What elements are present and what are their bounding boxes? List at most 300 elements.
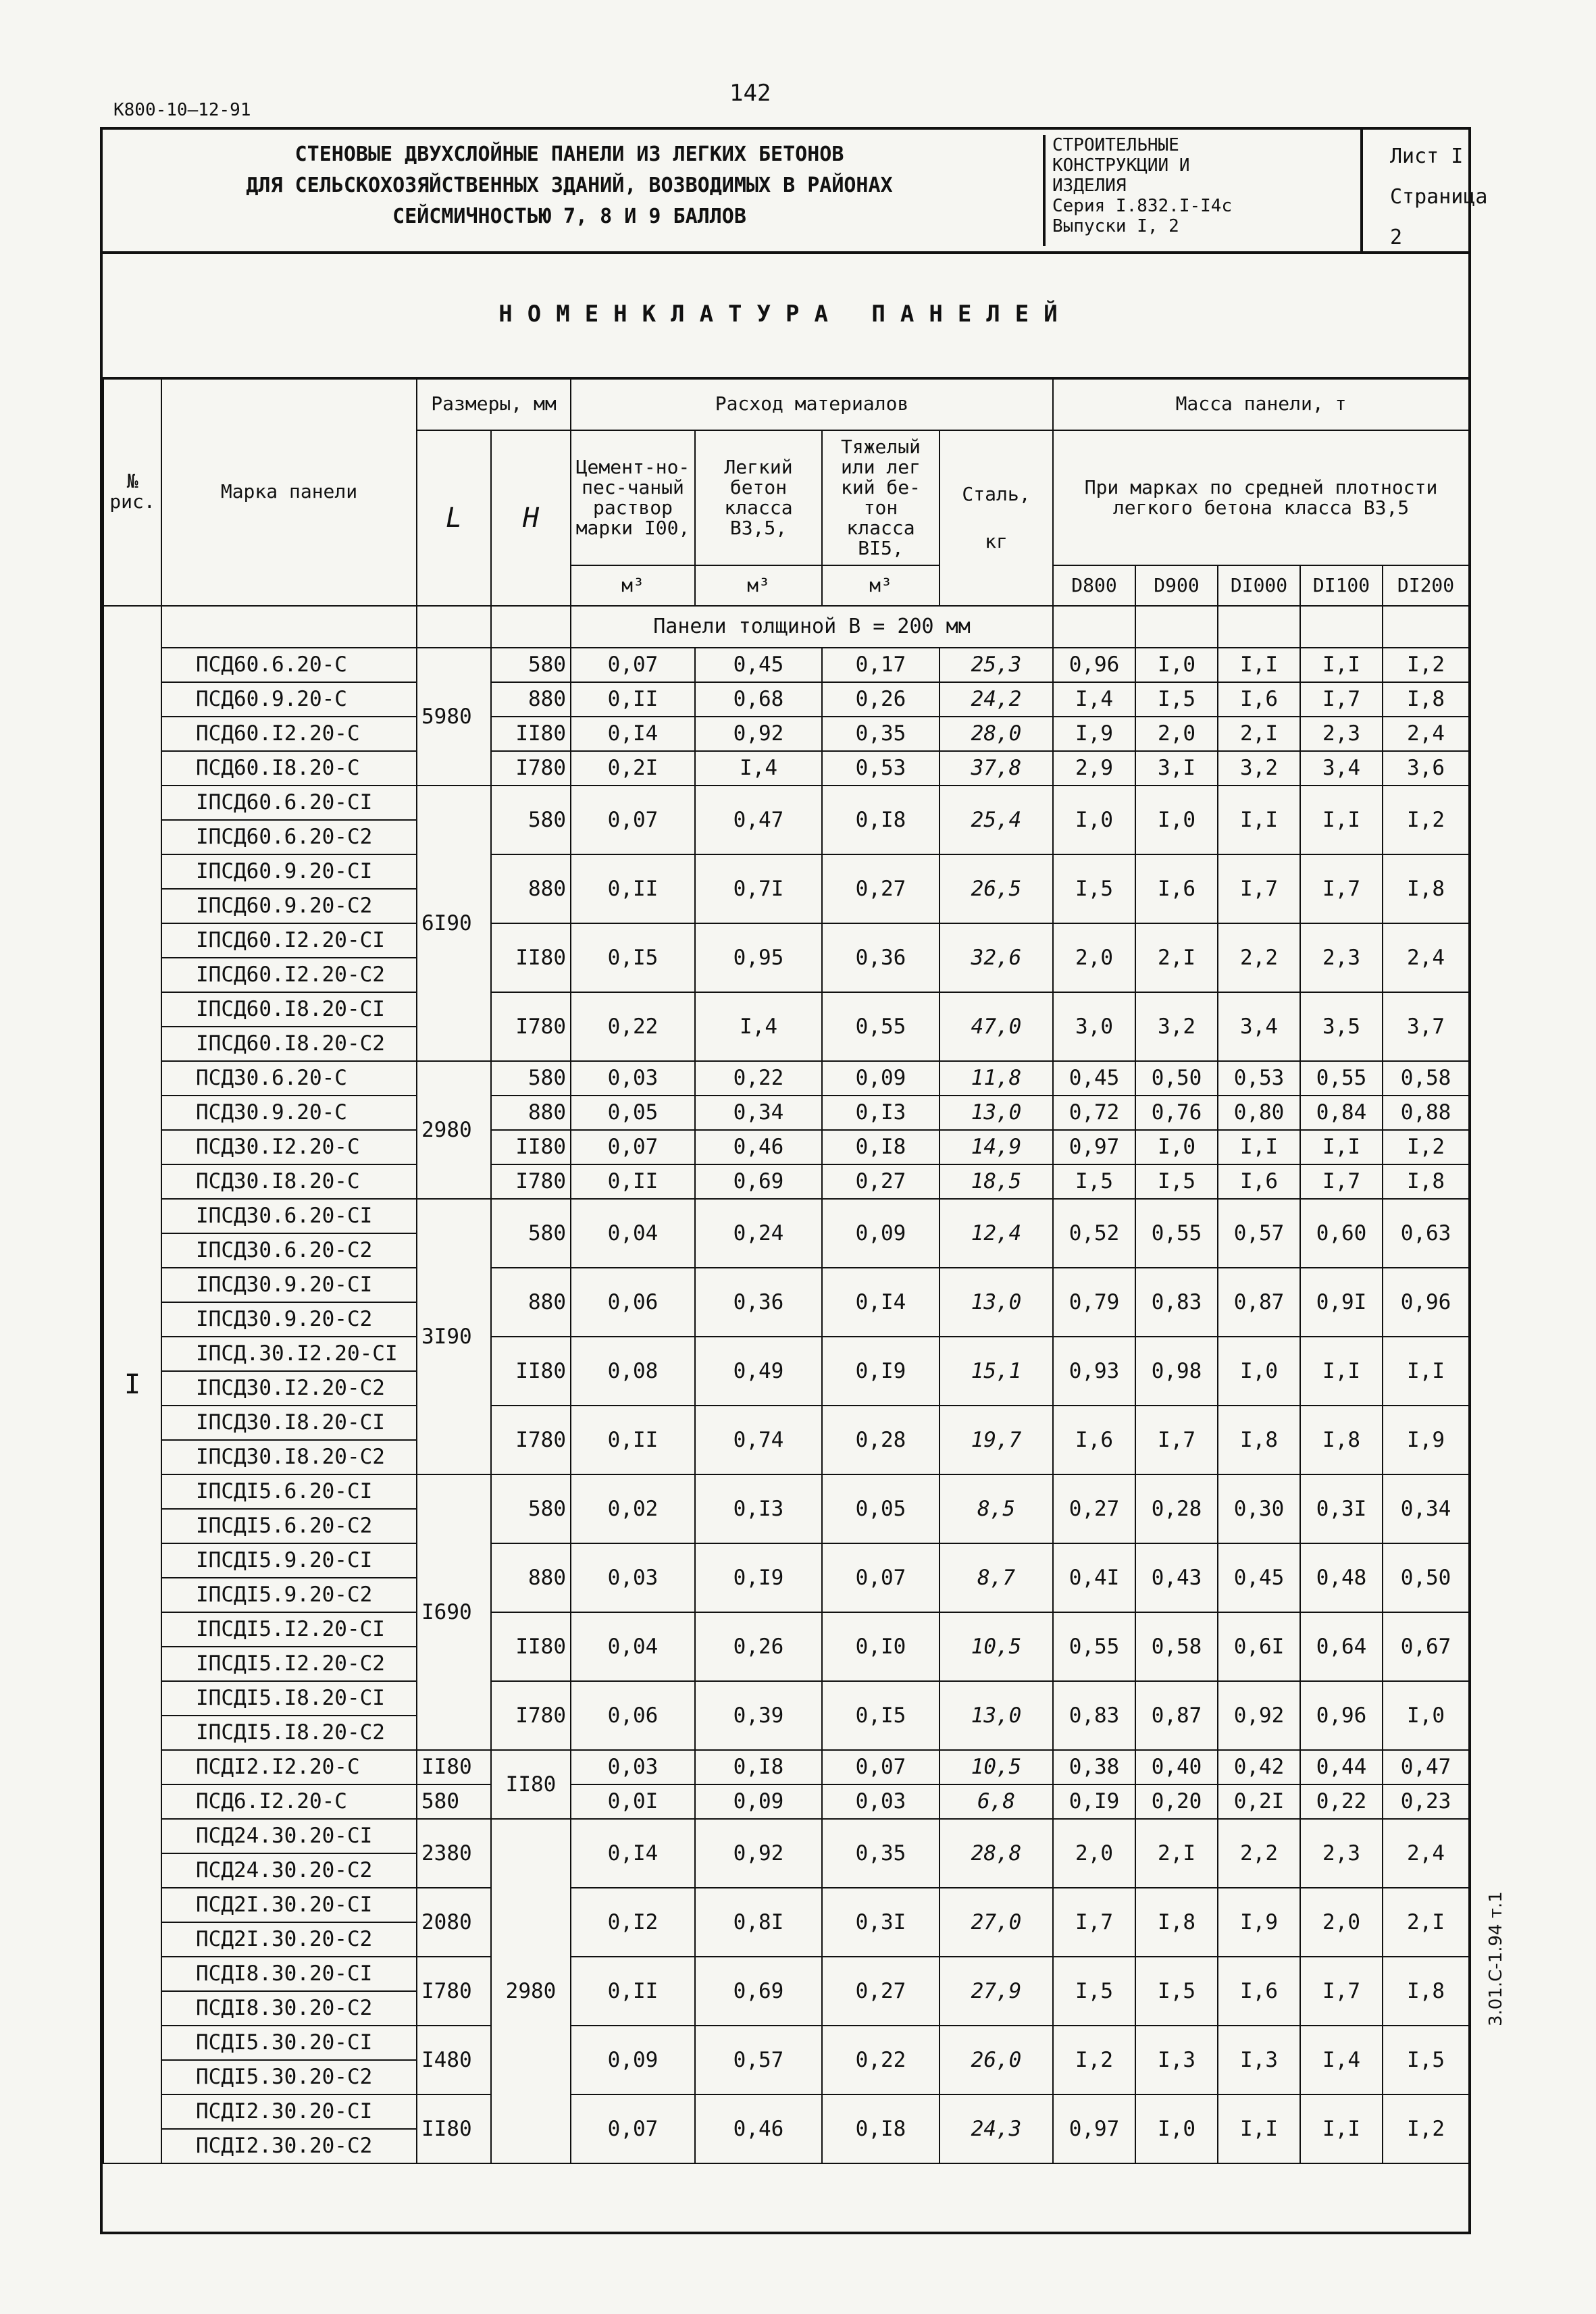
heavy-concrete-volume: 0,55 xyxy=(822,992,939,1061)
empty-cell xyxy=(1300,606,1383,648)
mortar-volume: 0,07 xyxy=(571,786,695,854)
panel-mark: ПСДI8.30.20-СI xyxy=(161,1957,417,1991)
panel-mass: 0,53 xyxy=(1218,1061,1300,1096)
light-concrete-volume: I,4 xyxy=(695,751,822,786)
heavy-concrete-volume: 0,26 xyxy=(822,682,939,717)
heavy-concrete-volume: 0,I5 xyxy=(822,1681,939,1750)
panel-mark: IПСДI5.9.20-С2 xyxy=(161,1578,417,1612)
panel-mass: I,I xyxy=(1300,2094,1383,2163)
panel-mass: I,7 xyxy=(1218,854,1300,923)
panel-mass: 0,57 xyxy=(1218,1199,1300,1268)
mortar-volume: 0,I4 xyxy=(571,717,695,751)
header-mass: Масса панели, т xyxy=(1053,378,1469,430)
length-value: 3I90 xyxy=(417,1199,491,1474)
length-value: I780 xyxy=(417,1957,491,2026)
panel-mass: 2,2 xyxy=(1218,1819,1300,1888)
mortar-volume: 0,03 xyxy=(571,1750,695,1784)
panel-mass: 0,93 xyxy=(1053,1337,1135,1406)
empty-cell xyxy=(417,606,491,648)
panel-mark: IПСДI5.I2.20-СI xyxy=(161,1612,417,1647)
light-concrete-volume: 0,8I xyxy=(695,1888,822,1957)
heavy-concrete-volume: 0,3I xyxy=(822,1888,939,1957)
mortar-volume: 0,II xyxy=(571,682,695,717)
panel-mass: I,5 xyxy=(1135,1164,1218,1199)
heavy-concrete-volume: 0,09 xyxy=(822,1199,939,1268)
panel-mass: I,8 xyxy=(1383,1957,1469,2026)
panel-mass: I,7 xyxy=(1300,1957,1383,2026)
title-block xyxy=(103,130,1488,254)
panel-mark: ПСД30.9.20-С xyxy=(161,1096,417,1130)
sheet-number: Лист I xyxy=(1390,145,1464,168)
panel-mass: I,0 xyxy=(1218,1337,1300,1406)
header-steel xyxy=(939,430,1053,606)
panel-mass: 0,55 xyxy=(1053,1612,1135,1681)
panel-mass: I,I xyxy=(1300,1130,1383,1164)
mortar-volume: 0,II xyxy=(571,1957,695,2026)
panel-mass: 0,30 xyxy=(1218,1474,1300,1543)
panel-mark: IПСД30.9.20-СI xyxy=(161,1268,417,1302)
light-concrete-volume: 0,46 xyxy=(695,1130,822,1164)
steel-mass: 13,0 xyxy=(939,1681,1053,1750)
panel-mass: 0,3I xyxy=(1300,1474,1383,1543)
panel-mass: 3,4 xyxy=(1218,992,1300,1061)
panel-mark: IПСД60.9.20-С2 xyxy=(161,889,417,923)
steel-mass: 14,9 xyxy=(939,1130,1053,1164)
page-number: 142 xyxy=(729,80,771,107)
series-line: ИЗДЕЛИЯ xyxy=(1052,176,1127,196)
table-row xyxy=(103,2094,1469,2129)
light-concrete-volume: 0,I8 xyxy=(695,1750,822,1784)
panel-mass: I,I xyxy=(1383,1337,1469,1406)
panel-mark: IПСД60.I2.20-СI xyxy=(161,923,417,958)
panel-mass: 0,50 xyxy=(1383,1543,1469,1612)
panel-mass: 0,96 xyxy=(1300,1681,1383,1750)
heavy-concrete-volume: 0,35 xyxy=(822,1819,939,1888)
document-title xyxy=(103,139,1036,232)
panel-mass: 0,27 xyxy=(1053,1474,1135,1543)
height-value: 880 xyxy=(491,1268,571,1337)
heavy-concrete-volume: 0,09 xyxy=(822,1061,939,1096)
panel-mass: 3,6 xyxy=(1383,751,1469,786)
steel-mass: 27,0 xyxy=(939,1888,1053,1957)
length-value: II80 xyxy=(417,1750,491,1784)
light-concrete-volume: 0,09 xyxy=(695,1784,822,1819)
panel-mass: I,9 xyxy=(1053,717,1135,751)
height-value: II80 xyxy=(491,1750,571,1819)
light-concrete-volume: 0,74 xyxy=(695,1406,822,1474)
steel-mass: 15,1 xyxy=(939,1337,1053,1406)
panel-mark: ПСД60.I8.20-С xyxy=(161,751,417,786)
panel-mass: I,I xyxy=(1300,1337,1383,1406)
panel-mass: 0,55 xyxy=(1135,1199,1218,1268)
light-concrete-volume: 0,26 xyxy=(695,1612,822,1681)
heavy-concrete-volume: 0,53 xyxy=(822,751,939,786)
steel-mass: 12,4 xyxy=(939,1199,1053,1268)
heavy-concrete-volume: 0,I8 xyxy=(822,786,939,854)
header-unit-m3: м³ xyxy=(695,565,822,606)
panel-mass: 3,2 xyxy=(1135,992,1218,1061)
panel-mass: I,5 xyxy=(1053,1957,1135,2026)
side-code: 3.01.С-1.94 т.1 xyxy=(1486,1891,1506,2026)
panel-mass: 0,4I xyxy=(1053,1543,1135,1612)
light-concrete-volume: 0,49 xyxy=(695,1337,822,1406)
series-line: Серия I.832.I-I4с xyxy=(1052,196,1233,216)
panel-mass: 0,84 xyxy=(1300,1096,1383,1130)
table-header xyxy=(103,378,1469,606)
mortar-volume: 0,07 xyxy=(571,648,695,682)
panel-mass: 0,96 xyxy=(1053,648,1135,682)
height-value: II80 xyxy=(491,1612,571,1681)
table-row xyxy=(103,717,1469,751)
panel-mass: 2,I xyxy=(1383,1888,1469,1957)
steel-mass: 25,4 xyxy=(939,786,1053,854)
height-value: 580 xyxy=(491,1474,571,1543)
table-row xyxy=(103,2026,1469,2060)
table-row xyxy=(103,751,1469,786)
heavy-concrete-volume: 0,36 xyxy=(822,923,939,992)
page-label: Страница 2 xyxy=(1390,185,1488,249)
height-value: II80 xyxy=(491,717,571,751)
thickness-row xyxy=(103,606,1469,648)
panel-mass: 2,3 xyxy=(1300,717,1383,751)
mortar-volume: 0,06 xyxy=(571,1268,695,1337)
steel-mass: 32,6 xyxy=(939,923,1053,992)
series-line: КОНСТРУКЦИИ И xyxy=(1052,155,1190,176)
mortar-volume: 0,09 xyxy=(571,2026,695,2094)
panel-mark: ПСДI5.30.20-С2 xyxy=(161,2060,417,2094)
panel-mass: I,5 xyxy=(1135,682,1218,717)
panel-mass: I,2 xyxy=(1383,1130,1469,1164)
panel-mark: IПСД30.I8.20-СI xyxy=(161,1406,417,1440)
heavy-concrete-volume: 0,27 xyxy=(822,1164,939,1199)
panel-mass: 2,4 xyxy=(1383,1819,1469,1888)
panel-mark: ПСД30.6.20-С xyxy=(161,1061,417,1096)
height-value: 580 xyxy=(491,786,571,854)
panel-mass: I,8 xyxy=(1383,1164,1469,1199)
table-row xyxy=(103,1337,1469,1371)
panel-mass: 0,50 xyxy=(1135,1061,1218,1096)
length-value: 6I90 xyxy=(417,786,491,1061)
panel-mark: ПСД60.I2.20-С xyxy=(161,717,417,751)
panel-mass: I,0 xyxy=(1135,2094,1218,2163)
document-code: К800-10—12-91 xyxy=(113,100,251,120)
panel-mass: 0,20 xyxy=(1135,1784,1218,1819)
heavy-concrete-volume: 0,07 xyxy=(822,1750,939,1784)
heavy-concrete-volume: 0,22 xyxy=(822,2026,939,2094)
table-row xyxy=(103,1957,1469,1991)
mortar-volume: 0,22 xyxy=(571,992,695,1061)
header-heavy-concrete: Тяжелый или лег кий бе-тон класса BI5, xyxy=(822,430,939,565)
panel-mass: 0,97 xyxy=(1053,1130,1135,1164)
table-row xyxy=(103,1784,1469,1819)
panel-mass: 0,63 xyxy=(1383,1199,1469,1268)
panel-mass: 0,I9 xyxy=(1053,1784,1135,1819)
mortar-volume: 0,07 xyxy=(571,2094,695,2163)
mortar-volume: 0,II xyxy=(571,1406,695,1474)
panel-mass: 0,87 xyxy=(1135,1681,1218,1750)
panel-mass: I,7 xyxy=(1300,682,1383,717)
table-row xyxy=(103,786,1469,820)
light-concrete-volume: 0,22 xyxy=(695,1061,822,1096)
series-line: Выпуски I, 2 xyxy=(1052,216,1179,236)
mortar-volume: 0,04 xyxy=(571,1612,695,1681)
header-mortar: Цемент-но-пес-чаный раствор марки I00, xyxy=(571,430,695,565)
mortar-volume: 0,0I xyxy=(571,1784,695,1819)
drawing-sheet xyxy=(100,127,1488,2234)
length-value: 5980 xyxy=(417,648,491,786)
length-value: II80 xyxy=(417,2094,491,2163)
table-row xyxy=(103,1612,1469,1647)
header-fig-no: № рис. xyxy=(103,378,161,606)
heavy-concrete-volume: 0,I8 xyxy=(822,2094,939,2163)
panel-mark: IПСДI5.I2.20-С2 xyxy=(161,1647,417,1681)
panel-mass: 0,92 xyxy=(1218,1681,1300,1750)
steel-mass: 8,7 xyxy=(939,1543,1053,1612)
header-steel-label: Сталь, xyxy=(962,483,1031,505)
panel-mass: I,7 xyxy=(1135,1406,1218,1474)
fig-number: I xyxy=(103,606,161,2163)
mortar-volume: 0,03 xyxy=(571,1543,695,1612)
steel-mass: 18,5 xyxy=(939,1164,1053,1199)
panel-mass: 2,I xyxy=(1135,1819,1218,1888)
panel-mass: 0,34 xyxy=(1383,1474,1469,1543)
panel-mark: IПСД60.9.20-СI xyxy=(161,854,417,889)
panel-mass: 2,0 xyxy=(1053,923,1135,992)
light-concrete-volume: I,4 xyxy=(695,992,822,1061)
panel-mass: I,3 xyxy=(1218,2026,1300,2094)
light-concrete-volume: 0,45 xyxy=(695,648,822,682)
table-row xyxy=(103,1268,1469,1302)
panel-mass: 0,98 xyxy=(1135,1337,1218,1406)
panel-mass: 0,43 xyxy=(1135,1543,1218,1612)
light-concrete-volume: 0,57 xyxy=(695,2026,822,2094)
panel-mark: IПСДI5.I8.20-С2 xyxy=(161,1716,417,1750)
panel-mass: I,6 xyxy=(1218,1164,1300,1199)
panel-mark: IПСДI5.9.20-СI xyxy=(161,1543,417,1578)
table-row xyxy=(103,1199,1469,1233)
height-value: 880 xyxy=(491,682,571,717)
panel-mark: IПСДI5.6.20-СI xyxy=(161,1474,417,1509)
panel-mass: I,I xyxy=(1300,648,1383,682)
table-row xyxy=(103,1819,1469,1853)
header-unit-m3: м³ xyxy=(571,565,695,606)
panel-mark: ПСД2I.30.20-СI xyxy=(161,1888,417,1922)
panel-mark: ПСДI8.30.20-С2 xyxy=(161,1991,417,2026)
header-height: H xyxy=(491,430,571,606)
panel-mark: IПСД60.I2.20-С2 xyxy=(161,958,417,992)
height-value: 580 xyxy=(491,1199,571,1268)
panel-mass: 0,2I xyxy=(1218,1784,1300,1819)
empty-cell xyxy=(1218,606,1300,648)
panel-mass: I,I xyxy=(1218,1130,1300,1164)
table-row xyxy=(103,648,1469,682)
steel-mass: 13,0 xyxy=(939,1268,1053,1337)
table-row xyxy=(103,1130,1469,1164)
header-materials: Расход материалов xyxy=(571,378,1053,430)
panel-mark: IПСД60.I8.20-СI xyxy=(161,992,417,1027)
length-value: 2080 xyxy=(417,1888,491,1957)
series-line: СТРОИТЕЛЬНЫЕ xyxy=(1052,135,1179,155)
panel-mass: 2,I xyxy=(1135,923,1218,992)
panel-mass: I,I xyxy=(1218,2094,1300,2163)
mortar-volume: 0,II xyxy=(571,1164,695,1199)
panel-mark: ПСД30.I8.20-С xyxy=(161,1164,417,1199)
panel-mass: 0,80 xyxy=(1218,1096,1300,1130)
heavy-concrete-volume: 0,27 xyxy=(822,1957,939,2026)
panel-mark: ПСДI2.30.20-С2 xyxy=(161,2129,417,2163)
panel-mark: ПСД24.30.20-СI xyxy=(161,1819,417,1853)
table-row xyxy=(103,1543,1469,1578)
mortar-volume: 0,I5 xyxy=(571,923,695,992)
panel-mass: 0,87 xyxy=(1218,1268,1300,1337)
panel-mass: 0,88 xyxy=(1383,1096,1469,1130)
panel-mass: I,5 xyxy=(1053,854,1135,923)
table-row xyxy=(103,923,1469,958)
table-row xyxy=(103,1750,1469,1784)
header-light-concrete: Легкий бетон класса В3,5, xyxy=(695,430,822,565)
light-concrete-volume: 0,95 xyxy=(695,923,822,992)
steel-mass: 24,2 xyxy=(939,682,1053,717)
panel-mark: ПСД60.9.20-С xyxy=(161,682,417,717)
panel-mass: 0,97 xyxy=(1053,2094,1135,2163)
header-density: DI100 xyxy=(1300,565,1383,606)
panel-mark: ПСД2I.30.20-С2 xyxy=(161,1922,417,1957)
light-concrete-volume: 0,68 xyxy=(695,682,822,717)
length-value: 2980 xyxy=(417,1061,491,1199)
mortar-volume: 0,I4 xyxy=(571,1819,695,1888)
title-line: СТЕНОВЫЕ ДВУХСЛОЙНЫЕ ПАНЕЛИ ИЗ ЛЕГКИХ БЕТОНОВ xyxy=(294,143,844,166)
height-value: 880 xyxy=(491,1543,571,1612)
panel-mass: 2,9 xyxy=(1053,751,1135,786)
table-row xyxy=(103,682,1469,717)
light-concrete-volume: 0,46 xyxy=(695,2094,822,2163)
panel-mass: I,4 xyxy=(1300,2026,1383,2094)
length-value: 2380 xyxy=(417,1819,491,1888)
steel-mass: 8,5 xyxy=(939,1474,1053,1543)
empty-cell xyxy=(161,606,417,648)
panel-mass: 0,45 xyxy=(1218,1543,1300,1612)
panel-mass: 0,45 xyxy=(1053,1061,1135,1096)
panel-mark: IПСД.30.I2.20-СI xyxy=(161,1337,417,1371)
panel-mass: 0,44 xyxy=(1300,1750,1383,1784)
panel-mass: 0,58 xyxy=(1135,1612,1218,1681)
length-value: I690 xyxy=(417,1474,491,1750)
panel-mass: I,8 xyxy=(1383,854,1469,923)
table-row xyxy=(103,1096,1469,1130)
panel-mark: ПСДI2.I2.20-С xyxy=(161,1750,417,1784)
panel-mass: 2,0 xyxy=(1135,717,1218,751)
panel-mass: 0,9I xyxy=(1300,1268,1383,1337)
steel-mass: 19,7 xyxy=(939,1406,1053,1474)
table-body xyxy=(103,606,1469,2163)
height-value: I780 xyxy=(491,751,571,786)
light-concrete-volume: 0,34 xyxy=(695,1096,822,1130)
panel-mass: 0,28 xyxy=(1135,1474,1218,1543)
panel-mass: 0,6I xyxy=(1218,1612,1300,1681)
panel-mass: 0,60 xyxy=(1300,1199,1383,1268)
panel-mass: 2,2 xyxy=(1218,923,1300,992)
panel-mark: ПСД30.I2.20-С xyxy=(161,1130,417,1164)
panel-mass: 0,38 xyxy=(1053,1750,1135,1784)
height-value: 880 xyxy=(491,854,571,923)
mortar-volume: 0,2I xyxy=(571,751,695,786)
panel-mark: ПСД60.6.20-С xyxy=(161,648,417,682)
panel-mark: IПСД30.I2.20-С2 xyxy=(161,1371,417,1406)
heavy-concrete-volume: 0,03 xyxy=(822,1784,939,1819)
panel-mass: 3,7 xyxy=(1383,992,1469,1061)
panel-mass: I,7 xyxy=(1300,1164,1383,1199)
mortar-volume: 0,I2 xyxy=(571,1888,695,1957)
panel-mass: I,8 xyxy=(1300,1406,1383,1474)
heavy-concrete-volume: 0,07 xyxy=(822,1543,939,1612)
panel-mass: I,0 xyxy=(1053,786,1135,854)
panel-mass: 0,67 xyxy=(1383,1612,1469,1681)
heavy-concrete-volume: 0,I0 xyxy=(822,1612,939,1681)
panel-mass: 2,4 xyxy=(1383,717,1469,751)
steel-mass: 27,9 xyxy=(939,1957,1053,2026)
panel-mark: IПСД60.I8.20-С2 xyxy=(161,1027,417,1061)
panel-mass: 0,83 xyxy=(1053,1681,1135,1750)
header-density: D800 xyxy=(1053,565,1135,606)
header-steel-unit: кг xyxy=(985,530,1008,552)
panel-mark: ПСД24.30.20-С2 xyxy=(161,1853,417,1888)
height-value: 880 xyxy=(491,1096,571,1130)
mortar-volume: 0,04 xyxy=(571,1199,695,1268)
nomenclature-title: НОМЕНКЛАТУРА ПАНЕЛЕЙ xyxy=(103,251,1468,380)
panel-mass: 2,0 xyxy=(1300,1888,1383,1957)
height-value: I780 xyxy=(491,1681,571,1750)
light-concrete-volume: 0,I3 xyxy=(695,1474,822,1543)
height-value: I780 xyxy=(491,1164,571,1199)
heavy-concrete-volume: 0,28 xyxy=(822,1406,939,1474)
panel-mark: IПСД30.6.20-С2 xyxy=(161,1233,417,1268)
sheet-info xyxy=(1360,130,1488,251)
steel-mass: 11,8 xyxy=(939,1061,1053,1096)
panel-mass: I,7 xyxy=(1300,854,1383,923)
panel-mass: I,6 xyxy=(1135,854,1218,923)
mortar-volume: 0,II xyxy=(571,854,695,923)
panel-mass: I,5 xyxy=(1383,2026,1469,2094)
heavy-concrete-volume: 0,05 xyxy=(822,1474,939,1543)
mortar-volume: 0,03 xyxy=(571,1061,695,1096)
steel-mass: 28,0 xyxy=(939,717,1053,751)
panel-mass: I,0 xyxy=(1135,648,1218,682)
mortar-volume: 0,06 xyxy=(571,1681,695,1750)
steel-mass: 37,8 xyxy=(939,751,1053,786)
series-info xyxy=(1043,135,1360,246)
panel-mass: I,0 xyxy=(1135,786,1218,854)
length-value: I480 xyxy=(417,2026,491,2094)
table-row xyxy=(103,1474,1469,1509)
panel-mass: I,I xyxy=(1300,786,1383,854)
height-value: I780 xyxy=(491,1406,571,1474)
light-concrete-volume: 0,7I xyxy=(695,854,822,923)
heavy-concrete-volume: 0,I3 xyxy=(822,1096,939,1130)
steel-mass: 10,5 xyxy=(939,1750,1053,1784)
empty-cell xyxy=(491,606,571,648)
panel-mass: I,6 xyxy=(1218,682,1300,717)
heavy-concrete-volume: 0,35 xyxy=(822,717,939,751)
mortar-volume: 0,08 xyxy=(571,1337,695,1406)
panel-mark: IПСДI5.6.20-С2 xyxy=(161,1509,417,1543)
panel-mass: I,2 xyxy=(1053,2026,1135,2094)
steel-mass: 13,0 xyxy=(939,1096,1053,1130)
steel-mass: 25,3 xyxy=(939,648,1053,682)
panel-mass: I,5 xyxy=(1135,1957,1218,2026)
light-concrete-volume: 0,36 xyxy=(695,1268,822,1337)
panel-mass: I,9 xyxy=(1218,1888,1300,1957)
panel-mass: I,3 xyxy=(1135,2026,1218,2094)
